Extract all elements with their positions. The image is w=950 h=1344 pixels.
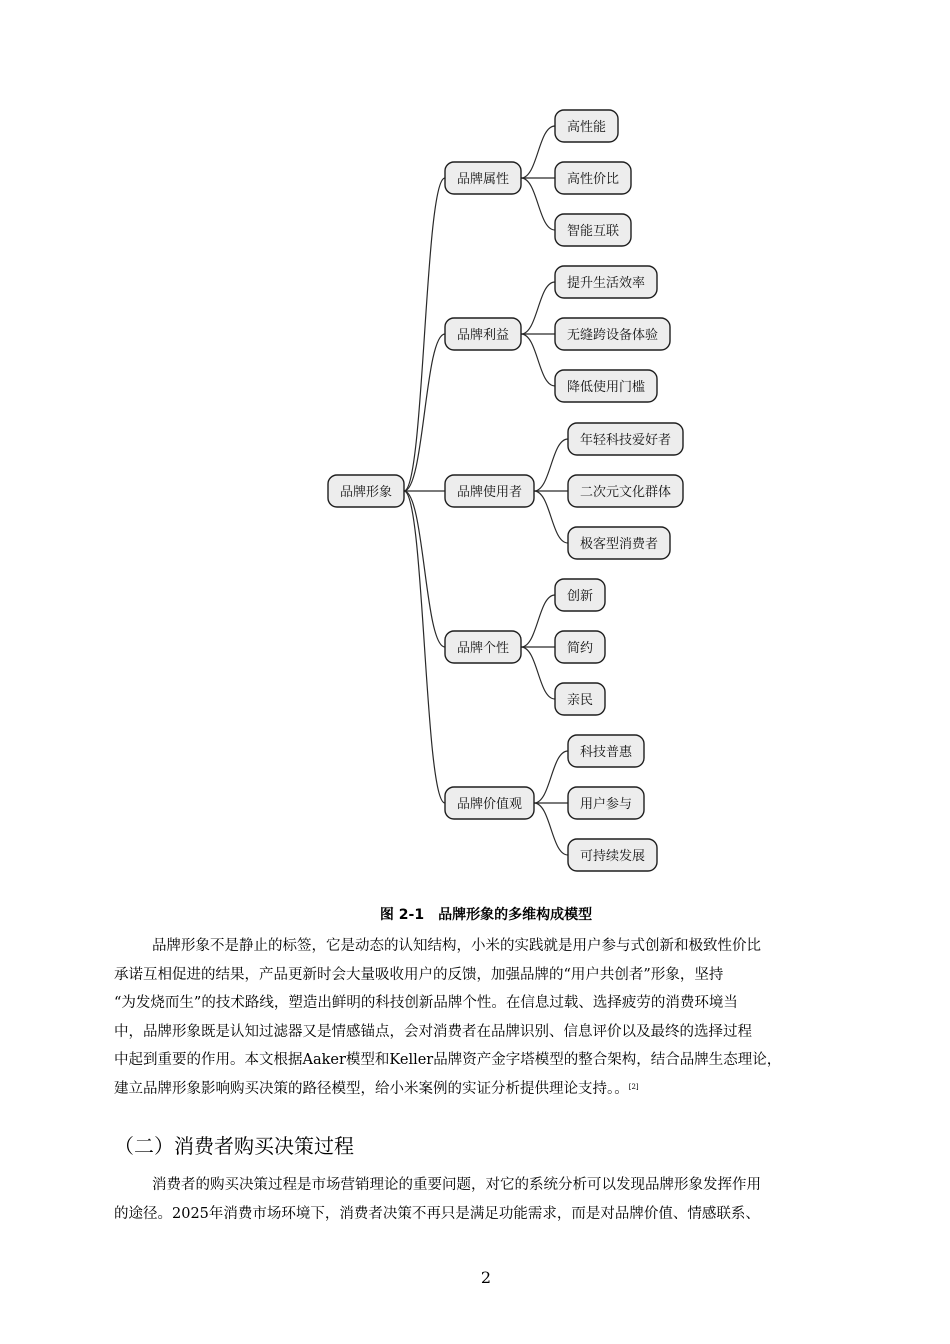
leaf-node bbox=[568, 735, 644, 767]
root-node bbox=[328, 475, 404, 507]
leaf-node bbox=[555, 579, 605, 611]
branch-node-label: 品牌价值观 bbox=[456, 797, 523, 812]
section-heading: （二）消费者购买决策过程 bbox=[114, 1134, 354, 1158]
leaf-node-label: 降低使用门槛 bbox=[566, 380, 646, 395]
leaf-node bbox=[555, 214, 631, 246]
branch-leaf-connector bbox=[534, 751, 568, 803]
leaf-node bbox=[555, 110, 618, 142]
branch-node bbox=[445, 475, 534, 507]
paragraph-line: 消费者的购买决策过程是市场营销理论的重要问题，对它的系统分析可以发现品牌形象发挥作用 bbox=[152, 1177, 761, 1193]
leaf-node bbox=[555, 162, 631, 194]
branch-leaf-connector bbox=[521, 334, 555, 386]
leaf-node bbox=[555, 631, 605, 663]
root-node-label: 品牌形象 bbox=[339, 485, 393, 500]
paragraph-line-text: 建立品牌形象影响购买决策的路径模型，给小米案例的实证分析提供理论支持。。 bbox=[114, 1080, 629, 1097]
branch-leaf-connector bbox=[521, 178, 555, 230]
leaf-node bbox=[555, 266, 657, 298]
leaf-node bbox=[555, 370, 657, 402]
branch-node-label: 品牌使用者 bbox=[456, 485, 523, 500]
leaf-node-label: 二次元文化群体 bbox=[579, 485, 672, 500]
paragraph-line: 中起到重要的作用。本文根据Aaker模型和Keller品牌资产金字塔模型的整合架构，结合品牌生态理论， bbox=[114, 1052, 782, 1069]
figure-caption: 图 2-1 品牌形象的多维构成模型 bbox=[379, 907, 593, 923]
mindmap-nodes bbox=[328, 110, 683, 871]
branch-node-label: 品牌个性 bbox=[456, 641, 510, 656]
leaf-node bbox=[568, 787, 644, 819]
leaf-node bbox=[568, 839, 657, 871]
leaf-node-label: 智能互联 bbox=[566, 224, 620, 239]
paragraph-line: “为发烧而生”的技术路线，塑造出鲜明的科技创新品牌个性。在信息过载、选择疲劳的消费环境当 bbox=[114, 995, 738, 1012]
branch-leaf-connector bbox=[534, 803, 568, 855]
branch-node-label: 品牌属性 bbox=[456, 172, 510, 187]
leaf-node-label: 无缝跨设备体验 bbox=[566, 328, 659, 343]
leaf-node bbox=[555, 318, 670, 350]
branch-leaf-connector bbox=[521, 595, 555, 647]
paragraph-decision-process bbox=[114, 1171, 864, 1228]
leaf-node-label: 用户参与 bbox=[579, 797, 633, 812]
branch-leaf-connector bbox=[521, 126, 555, 178]
paragraph-line: 中，品牌形象既是认知过滤器又是情感锚点，会对消费者在品牌识别、信息评价以及最终的选择过程 bbox=[114, 1023, 752, 1040]
branch-leaf-connector bbox=[534, 491, 568, 543]
paragraph-brand-image bbox=[114, 932, 864, 1104]
citation-ref[interactable]: [2] bbox=[628, 1082, 639, 1091]
branch-leaf-connector bbox=[534, 439, 568, 491]
paragraph-line-last bbox=[114, 1075, 864, 1104]
root-branch-connector bbox=[404, 178, 445, 491]
root-branch-connector bbox=[404, 491, 445, 647]
branch-node bbox=[445, 162, 521, 194]
leaf-node-label: 科技普惠 bbox=[579, 745, 633, 760]
paragraph-line: 的途径。2025年消费市场环境下，消费者决策不再只是满足功能需求，而是对品牌价值、情感联系、 bbox=[114, 1205, 760, 1222]
branch-leaf-connector bbox=[521, 282, 555, 334]
leaf-node-label: 高性价比 bbox=[566, 172, 620, 187]
leaf-node-label: 年轻科技爱好者 bbox=[579, 433, 672, 448]
root-branch-connector bbox=[404, 334, 445, 491]
branch-leaf-connector bbox=[521, 647, 555, 699]
branch-node bbox=[445, 318, 521, 350]
root-branch-connector bbox=[404, 491, 445, 803]
leaf-node-label: 简约 bbox=[566, 641, 594, 656]
leaf-node-label: 亲民 bbox=[566, 693, 594, 708]
leaf-node bbox=[568, 527, 670, 559]
paragraph-line: 品牌形象不是静止的标签，它是动态的认知结构，小米的实践就是用户参与式创新和极致性价比 bbox=[152, 938, 761, 954]
branch-node-label: 品牌利益 bbox=[456, 328, 510, 343]
paragraph-line: 承诺互相促进的结果，产品更新时会大量吸收用户的反馈，加强品牌的“用户共创者”形象，坚持 bbox=[114, 966, 724, 983]
page-number: 2 bbox=[480, 1268, 492, 1287]
leaf-node-label: 高性能 bbox=[566, 120, 607, 135]
leaf-node bbox=[555, 683, 605, 715]
branch-node bbox=[445, 787, 534, 819]
leaf-node-label: 创新 bbox=[566, 589, 594, 604]
leaf-node-label: 提升生活效率 bbox=[566, 276, 646, 291]
leaf-node-label: 极客型消费者 bbox=[579, 537, 659, 552]
leaf-node-label: 可持续发展 bbox=[579, 849, 646, 864]
leaf-node bbox=[568, 423, 683, 455]
leaf-node bbox=[568, 475, 683, 507]
branch-node bbox=[445, 631, 521, 663]
